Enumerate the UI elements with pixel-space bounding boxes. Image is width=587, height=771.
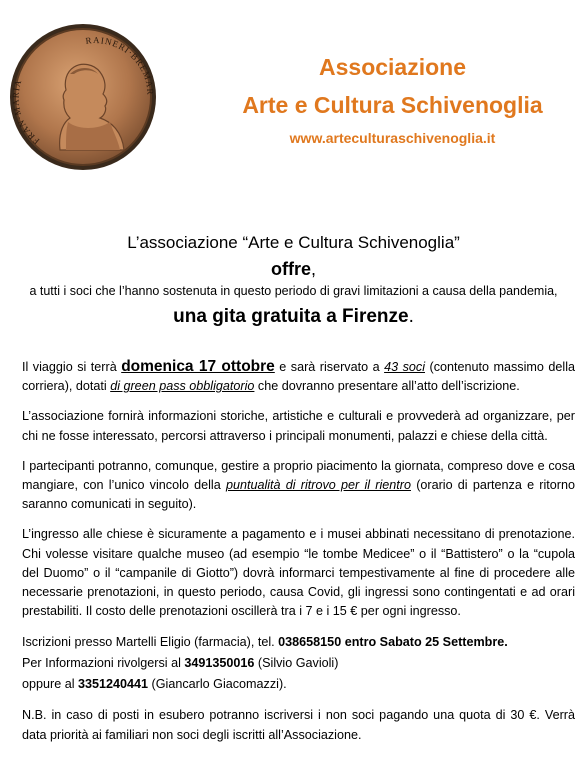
contact-info-name: (Silvio Gavioli) bbox=[254, 656, 339, 671]
body bbox=[22, 357, 575, 756]
intro-gita bbox=[0, 305, 587, 329]
offre-text: offre bbox=[270, 259, 311, 279]
contact-oppure-name: (Giancarlo Giacomazzi). bbox=[148, 677, 287, 692]
paragraph-ingresso: L’ingresso alle chiese è sicuramente a pagamento e i musei abbinati necessitano di prenotazione. Chi volesse visitare qualche museo (ad esempio “le tombe Medicee” o il “Battistero” o la “cupola del Duomo” o il “campanile di Giotto”) dovrà informarci tempestivamente al fine di procedere alle necessarie prenotazioni, in questo periodo, causa Covid, gli ingressi sono contingentati e ad orari prestabiliti. Il costo delle prenotazioni oscillerà tra i 7 e i 15 € per ogni ingresso. bbox=[22, 527, 575, 619]
header bbox=[200, 50, 585, 146]
soci-count: 43 soci bbox=[384, 360, 425, 374]
green-pass-requirement: di green pass obbligatorio bbox=[110, 379, 255, 394]
p1-text-d: che dovranno presentare all’atto dell’iscrizione. bbox=[254, 379, 520, 394]
contact-info-text: Per Informazioni rivolgersi al bbox=[22, 656, 185, 671]
gita-text: una gita gratuita a Firenze bbox=[173, 306, 409, 327]
inscription-right: RAINERI·BREMAR bbox=[85, 35, 156, 96]
inscription-left: FRAN·MARIA bbox=[10, 77, 42, 147]
intro-line1: L’associazione “Arte e Cultura Schivenoglia” bbox=[127, 233, 460, 252]
p1-text-c: (contenuto massimo della corriera), dotati bbox=[22, 360, 575, 394]
contact-oppure-text: oppure al bbox=[22, 677, 79, 692]
paragraph-nb: N.B. in caso di posti in esubero potranno iscriversi i non soci pagando una quota di 30 €. Verrà data priorità ai familiari non soci degli iscritti all’Associazione. bbox=[22, 708, 575, 742]
contact-iscrizioni-phone: 038658150 entro Sabato 25 Settembre. bbox=[278, 635, 508, 650]
p1-text-b: e sarà riservato a bbox=[274, 360, 385, 374]
intro-offre bbox=[0, 258, 587, 280]
contact-info-phone: 3491350016 bbox=[184, 656, 255, 671]
intro-line3: a tutti i soci che l’hanno sostenuta in questo periodo di gravi limitazioni a causa della pandemia, bbox=[29, 284, 558, 298]
paragraph-partecipanti bbox=[22, 457, 575, 515]
intro bbox=[0, 232, 587, 329]
paragraph-informazioni: L’associazione fornirà informazioni storiche, artistiche e culturali e provvederà ad organizzare, per chi ne fosse interessato, percorsi attraverso i principali monumenti, palazzi e chiese della città. bbox=[22, 409, 575, 443]
contact-iscrizioni-text: Iscrizioni presso Martelli Eligio (farmacia), tel. bbox=[22, 635, 279, 650]
paragraph-viaggio bbox=[22, 357, 575, 396]
offre-punct: , bbox=[310, 259, 316, 279]
org-title-line2: Arte e Cultura Schivenoglia bbox=[242, 92, 543, 118]
gita-punct: . bbox=[408, 306, 414, 327]
trip-date: domenica 17 ottobre bbox=[121, 358, 275, 375]
p3-text-a: I partecipanti potranno, comunque, gestire a proprio piacimento la giornata, compreso dove e cosa mangiare, con l’unico vincolo della bbox=[22, 458, 575, 493]
website-link[interactable]: www.arteculturaschivenoglia.it bbox=[289, 130, 496, 146]
p1-text-a: Il viaggio si terrà bbox=[22, 360, 122, 374]
contact-oppure-phone: 3351240441 bbox=[78, 677, 149, 692]
return-punctuality: puntualità di ritrovo per il rientro bbox=[225, 478, 411, 493]
org-title-line1: Associazione bbox=[319, 54, 466, 80]
p3-text-b: (orario di partenza e ritorno saranno comunicati in seguito). bbox=[22, 478, 575, 512]
portrait-medallion bbox=[8, 22, 158, 172]
contact-informazioni bbox=[22, 653, 575, 674]
contact-oppure bbox=[22, 674, 575, 695]
contact-iscrizioni bbox=[22, 632, 575, 653]
contacts bbox=[22, 632, 575, 695]
